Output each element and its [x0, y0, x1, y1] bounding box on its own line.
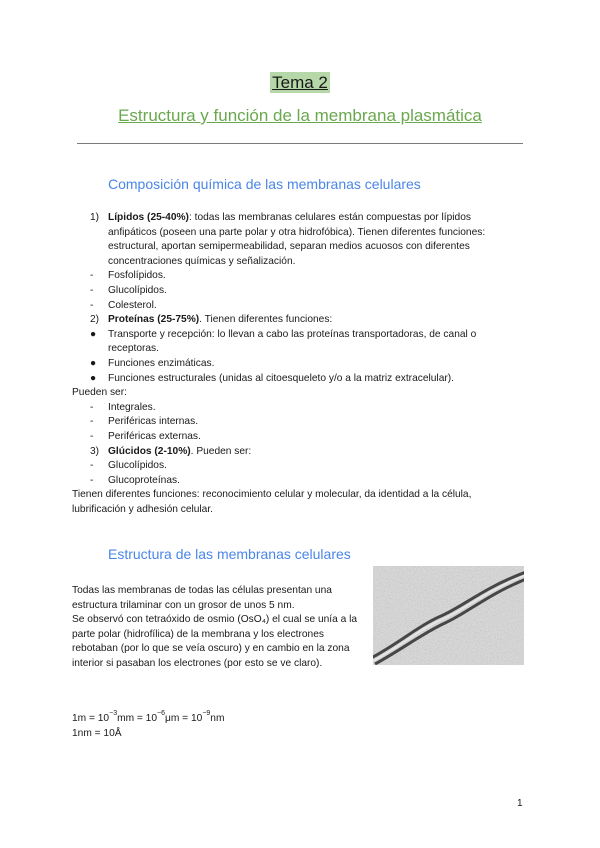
item-text: Funciones estructurales (unidas al citoesqueleto y/o a la matriz extracelular). — [108, 372, 454, 384]
section-heading-composicion: Composición química de las membranas celulares — [108, 176, 421, 192]
dash-marker: - — [90, 284, 94, 296]
list-item — [72, 430, 522, 445]
page-number: 1 — [517, 798, 523, 809]
list-item-proteinas — [72, 313, 522, 328]
item-text: Fosfolípidos. — [108, 270, 166, 282]
item-text: Glucolípidos. — [108, 460, 167, 472]
tema-title — [0, 73, 600, 93]
list-item — [72, 401, 522, 416]
structure-paragraph — [72, 584, 364, 672]
item-text: . Tienen diferentes funciones: — [199, 314, 333, 326]
micrograph-icon — [373, 566, 524, 665]
formula-part: μm = 10 — [165, 713, 203, 724]
bullet-marker: ● — [90, 328, 97, 340]
list-item — [72, 459, 522, 474]
list-marker: 3) — [90, 445, 100, 457]
item-text: Funciones enzimáticas. — [108, 357, 215, 369]
exponent: −3 — [109, 710, 118, 717]
item-text: Periféricas externas. — [108, 430, 201, 442]
bold-term: Proteínas (25-75%) — [108, 314, 200, 326]
formula-part: mm = 10 — [117, 713, 158, 724]
item-text: Glucolípidos. — [108, 284, 167, 296]
list-item — [72, 269, 522, 284]
bullet-marker: ● — [90, 372, 97, 384]
document-subtitle: Estructura y función de la membrana plasmática — [118, 106, 482, 125]
membrane-micrograph-image — [373, 566, 524, 665]
dash-marker: - — [90, 401, 94, 413]
list-item — [72, 284, 522, 299]
list-item — [72, 474, 522, 489]
dash-marker: - — [90, 270, 94, 282]
closing-paragraph — [72, 488, 522, 517]
dash-marker: - — [90, 460, 94, 472]
paragraph-text: Se observó con tetraóxido de osmio (OsO₄) el cual se unía a la parte polar (hidrofílica) de la membrana y los electrones rebotaban (por lo que se veía oscuro) y en cambio en la zona interior si pasaban los electrones (por esto se ve claro). — [72, 614, 358, 669]
item-text: Tienen diferentes funciones: reconocimiento celular y molecular, da identidad a la célula, lubrificación y adhesión celular. — [72, 489, 472, 515]
dash-marker: - — [90, 430, 94, 442]
paragraph-text: Todas las membranas de todas las células presentan una estructura trilaminar con un grosor de unos 5 nm. — [72, 585, 332, 611]
formula-part: nm — [210, 713, 225, 724]
item-text: Periféricas internas. — [108, 416, 199, 428]
list-marker: 1) — [90, 212, 100, 223]
item-text: : todas las membranas celulares están compuestas por lípidos anfipáticos (poseen una parte polar y otra hidrofóbica). Tienen diferentes funciones: estructural, aportan semipermeabilidad, separan medios acuosos con diferentes concentraciones químicas y señalización. — [108, 212, 486, 267]
list-item — [72, 328, 522, 357]
horizontal-divider — [77, 143, 523, 144]
list-marker: 2) — [90, 314, 100, 326]
list-item — [72, 299, 522, 314]
exponent: −9 — [202, 710, 211, 717]
pueden-ser-text — [72, 386, 522, 401]
bold-term: Lípidos (25-40%) — [108, 212, 189, 223]
tema-label: Tema 2 — [272, 73, 328, 92]
bold-term: Glúcidos (2-10%) — [108, 445, 191, 457]
formula-line-2: 1nm = 10Å — [72, 727, 122, 739]
item-text: Transporte y recepción: lo llevan a cabo las proteínas transportadoras, de canal o receptoras. — [108, 328, 477, 355]
list-item — [72, 357, 522, 372]
dash-marker: - — [90, 474, 94, 486]
list-item-glucidos — [72, 445, 522, 460]
dash-marker: - — [90, 416, 94, 428]
item-text: Integrales. — [108, 401, 156, 413]
dash-marker: - — [90, 299, 94, 311]
item-text: Pueden ser: — [72, 387, 127, 399]
exponent: −6 — [157, 710, 165, 717]
item-text: Colesterol. — [108, 299, 157, 311]
formula-part: 1m = 10 — [72, 713, 110, 724]
item-text: . Pueden ser: — [190, 445, 252, 457]
composition-list — [72, 211, 522, 517]
item-text: Glucoproteínas. — [108, 474, 180, 486]
formula-line-1 — [72, 707, 224, 727]
list-item — [72, 415, 522, 430]
list-item-lipidos — [72, 211, 522, 269]
list-item — [72, 372, 522, 387]
bullet-marker: ● — [90, 357, 97, 369]
section-heading-estructura: Estructura de las membranas celulares — [108, 546, 351, 562]
unit-formula — [72, 707, 224, 741]
